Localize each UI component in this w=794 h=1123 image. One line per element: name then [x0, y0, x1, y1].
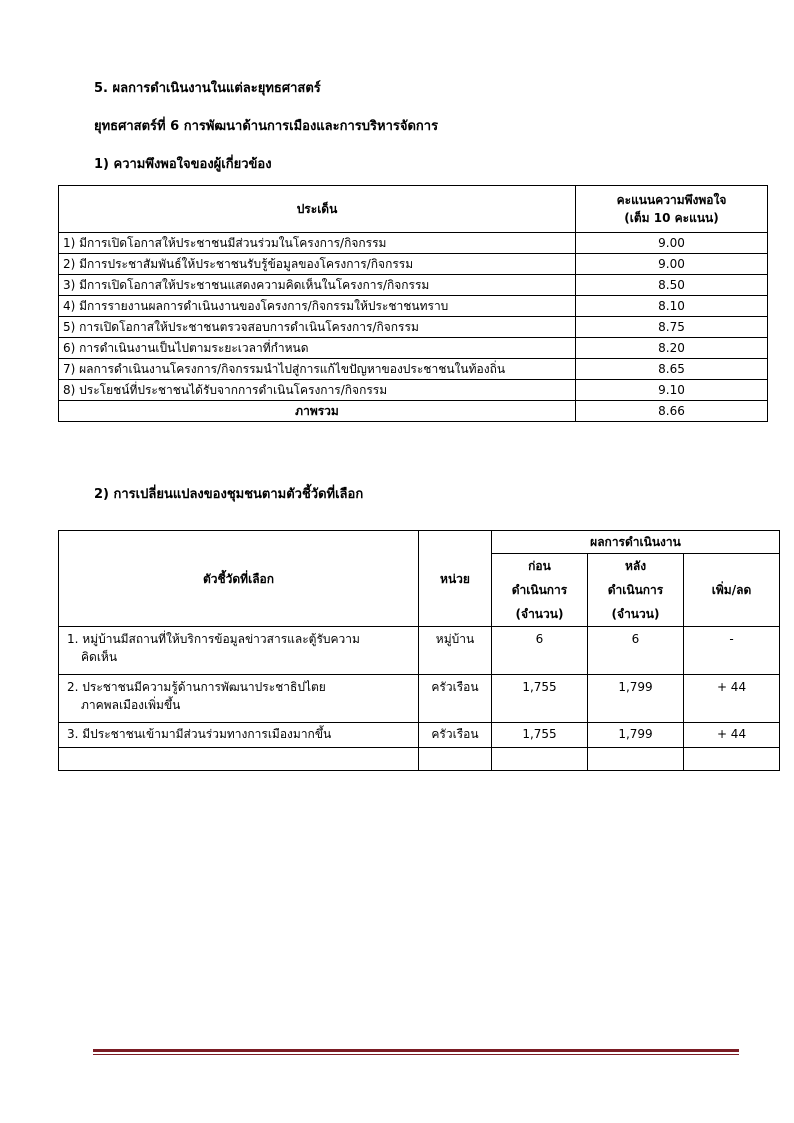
table-row: [59, 296, 768, 317]
indicator-cell: [59, 675, 419, 723]
table-row: [59, 723, 780, 748]
header-score-line2: (เต็ม 10 คะแนน): [624, 211, 719, 225]
empty-cell: [419, 748, 492, 771]
header-before: [492, 554, 588, 627]
table-row: [59, 675, 780, 723]
header-before-line3: (จำนวน): [515, 607, 564, 621]
after-cell: 6: [588, 627, 684, 675]
table-row: [59, 275, 768, 296]
empty-cell: [684, 748, 780, 771]
satisfaction-table: [58, 185, 768, 422]
indicator-line2: ภาคพลเมืองเพิ่มขึ้น: [81, 698, 181, 712]
after-cell: 1,799: [588, 675, 684, 723]
section-heading: 5. ผลการดำเนินงานในแต่ละยุทธศาสตร์: [94, 81, 321, 96]
table-row: [59, 254, 768, 275]
after-cell: 1,799: [588, 723, 684, 748]
header-after-line1: หลัง: [624, 559, 647, 573]
before-cell: 1,755: [492, 723, 588, 748]
table-header-row: [59, 531, 780, 554]
header-after: [588, 554, 684, 627]
score-value: 8.10: [576, 296, 768, 317]
table-row: [59, 317, 768, 338]
change-cell: + 44: [684, 723, 780, 748]
total-score: 8.66: [576, 401, 768, 422]
issue-label: 1) มีการเปิดโอกาสให้ประชาชนมีส่วนร่วมในโครงการ/กิจกรรม: [59, 233, 576, 254]
table-row: [59, 233, 768, 254]
header-after-line3: (จำนวน): [611, 607, 660, 621]
footer-divider: [93, 1049, 739, 1055]
total-label: ภาพรวม: [59, 401, 576, 422]
empty-cell: [59, 748, 419, 771]
issue-label: 3) มีการเปิดโอกาสให้ประชาชนแสดงความคิดเห็นในโครงการ/กิจกรรม: [59, 275, 576, 296]
issue-label: 2) มีการประชาสัมพันธ์ให้ประชาชนรับรู้ข้อมูลของโครงการ/กิจกรรม: [59, 254, 576, 275]
score-value: 8.20: [576, 338, 768, 359]
indicator-line2: คิดเห็น: [81, 650, 118, 664]
empty-cell: [588, 748, 684, 771]
table-row: [59, 338, 768, 359]
table-row: [59, 627, 780, 675]
satisfaction-heading: 1) ความพึงพอใจของผู้เกี่ยวข้อง: [94, 157, 272, 172]
change-cell: + 44: [684, 675, 780, 723]
before-cell: 6: [492, 627, 588, 675]
header-unit: หน่วย: [419, 531, 492, 627]
indicator-cell: [59, 627, 419, 675]
empty-row: [59, 748, 780, 771]
header-score: [576, 186, 768, 233]
issue-label: 7) ผลการดำเนินงานโครงการ/กิจกรรมนำไปสู่การแก้ไขปัญหาของประชาชนในท้องถิ่น: [59, 359, 576, 380]
header-indicator: ตัวชี้วัดที่เลือก: [59, 531, 419, 627]
score-value: 9.00: [576, 254, 768, 275]
issue-label: 6) การดำเนินงานเป็นไปตามระยะเวลาที่กำหนด: [59, 338, 576, 359]
issue-label: 5) การเปิดโอกาสให้ประชาชนตรวจสอบการดำเนินโครงการ/กิจกรรม: [59, 317, 576, 338]
score-value: 9.00: [576, 233, 768, 254]
header-score-line1: คะแนนความพึงพอใจ: [616, 193, 727, 207]
indicator-line1: 2. ประชาชนมีความรู้ด้านการพัฒนาประชาธิปไตย: [67, 680, 326, 694]
header-after-line2: ดำเนินการ: [607, 583, 664, 597]
unit-cell: หมู่บ้าน: [419, 627, 492, 675]
strategy-heading: ยุทธศาสตร์ที่ 6 การพัฒนาด้านการเมืองและการบริหารจัดการ: [94, 119, 439, 134]
change-cell: -: [684, 627, 780, 675]
score-value: 9.10: [576, 380, 768, 401]
table-row: [59, 359, 768, 380]
total-row: [59, 401, 768, 422]
score-value: 8.75: [576, 317, 768, 338]
header-before-line2: ดำเนินการ: [511, 583, 568, 597]
header-change: เพิ่ม/ลด: [684, 554, 780, 627]
indicator-line1: 3. มีประชาชนเข้ามามีส่วนร่วมทางการเมืองมากขึ้น: [67, 727, 332, 741]
issue-label: 8) ประโยชน์ที่ประชาชนได้รับจากการดำเนินโครงการ/กิจกรรม: [59, 380, 576, 401]
score-value: 8.65: [576, 359, 768, 380]
indicator-heading: 2) การเปลี่ยนแปลงของชุมชนตามตัวชี้วัดที่เลือก: [94, 487, 364, 502]
indicator-table: [58, 530, 780, 771]
unit-cell: ครัวเรือน: [419, 723, 492, 748]
table-row: [59, 380, 768, 401]
table-header-row: [59, 186, 768, 233]
empty-cell: [492, 748, 588, 771]
unit-cell: ครัวเรือน: [419, 675, 492, 723]
indicator-line1: 1. หมู่บ้านมีสถานที่ให้บริการข้อมูลข่าวสารและตู้รับความ: [67, 632, 360, 646]
header-issue: ประเด็น: [59, 186, 576, 233]
issue-label: 4) มีการรายงานผลการดำเนินงานของโครงการ/กิจกรรมให้ประชาชนทราบ: [59, 296, 576, 317]
indicator-cell: [59, 723, 419, 748]
before-cell: 1,755: [492, 675, 588, 723]
score-value: 8.50: [576, 275, 768, 296]
header-result: ผลการดำเนินงาน: [492, 531, 780, 554]
header-before-line1: ก่อน: [528, 559, 551, 573]
